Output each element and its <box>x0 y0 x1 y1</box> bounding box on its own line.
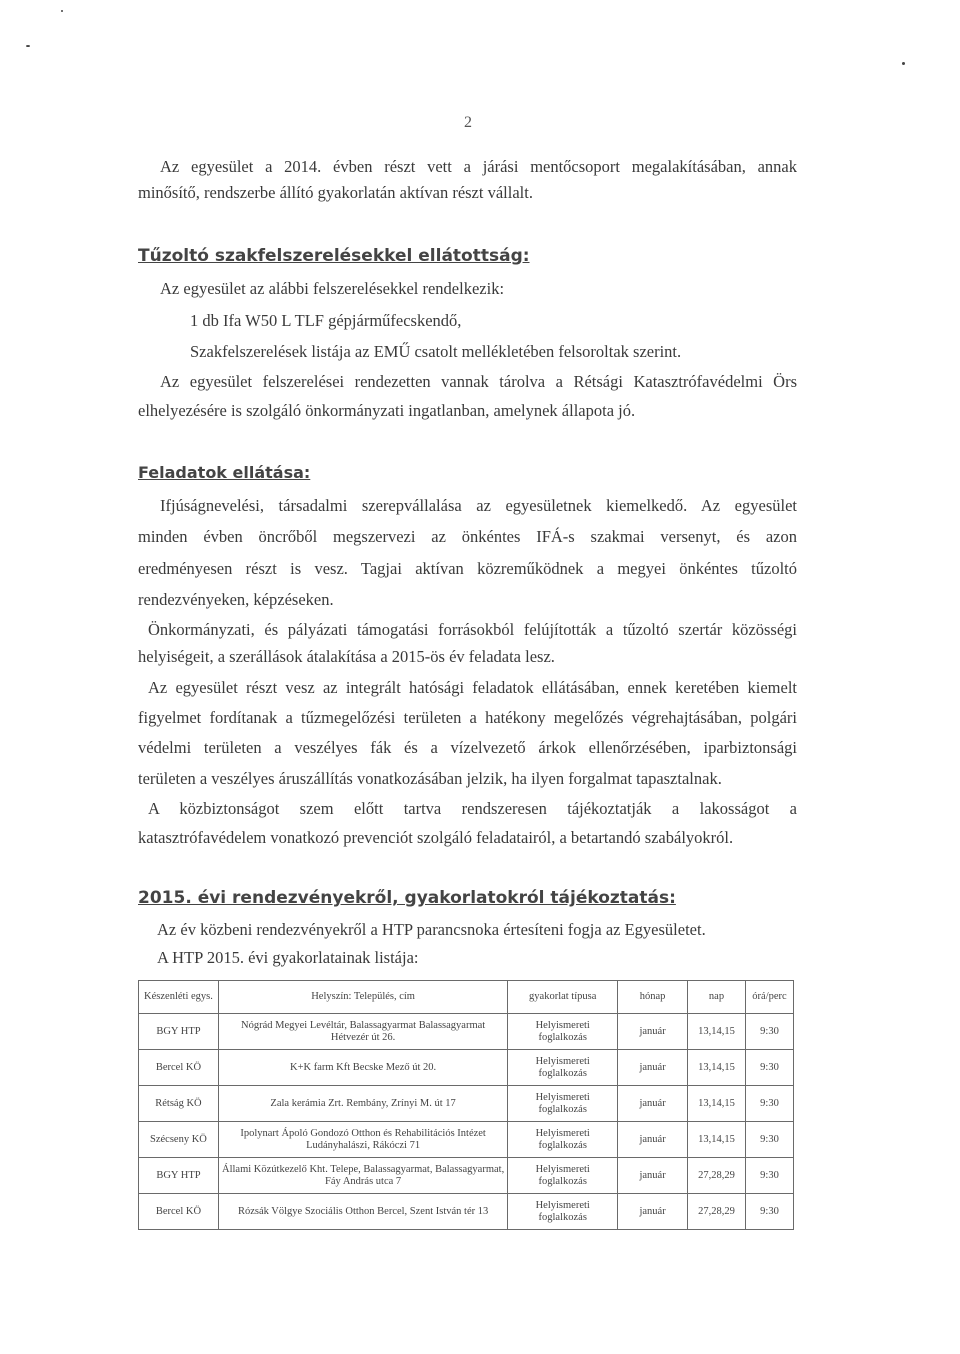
location-cell: K+K farm Kft Becske Mező út 20. <box>218 1050 507 1086</box>
tasks-line: rendezvényeken, képzéseken. <box>138 590 334 609</box>
day-cell: 13,14,15 <box>688 1086 746 1122</box>
month-cell: január <box>618 1194 688 1230</box>
table-row <box>139 1014 794 1050</box>
table-header-row <box>139 981 794 1014</box>
table-row <box>139 1158 794 1194</box>
location-cell: Zala kerámia Zrt. Rembány, Zrínyi M. út 17 <box>218 1086 507 1122</box>
header-cell-time: órá/perc <box>745 981 793 1014</box>
time-cell: 9:30 <box>745 1050 793 1086</box>
tasks-line: A közbiztonságot szem előtt tartva rendszeresen tájékoztatják a lakosságot a <box>148 799 797 818</box>
day-cell: 13,14,15 <box>688 1050 746 1086</box>
header-cell-location: Helyszín: Település, cím <box>218 981 507 1014</box>
table-row <box>139 1050 794 1086</box>
section-heading-tasks: Feladatok ellátása: <box>138 463 311 482</box>
time-cell: 9:30 <box>745 1086 793 1122</box>
intro-line: Az egyesület a 2014. évben részt vett a járási mentőcsoport megalakításában, annak <box>160 157 797 176</box>
scan-speck <box>902 62 905 65</box>
header-cell-type: gyakorlat típusa <box>508 981 618 1014</box>
unit-cell: Rétság KÖ <box>139 1086 219 1122</box>
section-heading-equipment: Tűzoltó szakfelszerelésekkel ellátottság: <box>138 246 530 266</box>
type-cell: Helyismereti foglalkozás <box>508 1122 618 1158</box>
events-line: A HTP 2015. évi gyakorlatainak listája: <box>157 948 419 967</box>
day-cell: 13,14,15 <box>688 1122 746 1158</box>
unit-cell: BGY HTP <box>139 1158 219 1194</box>
location-cell: Ipolynart Ápoló Gondozó Otthon és Rehabilitációs Intézet Ludányhalászi, Rákóczi 71 <box>218 1122 507 1158</box>
unit-cell: Bercel KÖ <box>139 1050 219 1086</box>
day-cell: 27,28,29 <box>688 1158 746 1194</box>
equipment-line: Az egyesület felszerelései rendezetten vannak tárolva a Rétsági Katasztrófavédelmi Örs <box>160 372 797 391</box>
tasks-line: területen a veszélyes áruszállítás vonatkozásában jelzik, ha ilyen forgalmat tapasztalnak. <box>138 769 722 788</box>
month-cell: január <box>618 1050 688 1086</box>
month-cell: január <box>618 1158 688 1194</box>
table-row <box>139 1122 794 1158</box>
section-heading-events: 2015. évi rendezvényekről, gyakorlatokról tájékoztatás: <box>138 888 676 908</box>
header-cell-day: nap <box>688 981 746 1014</box>
tasks-line: katasztrófavédelem vonatkozó prevenciót szolgáló feladatairól, a betartandó szabályokról. <box>138 828 734 847</box>
time-cell: 9:30 <box>745 1122 793 1158</box>
page-number: 2 <box>464 114 472 131</box>
month-cell: január <box>618 1086 688 1122</box>
table-row <box>139 1086 794 1122</box>
location-cell: Nógrád Megyei Levéltár, Balassagyarmat Balassagyarmat Hétvezér út 26. <box>218 1014 507 1050</box>
scan-speck <box>26 45 30 47</box>
equipment-line: 1 db Ifa W50 L TLF gépjárműfecskendő, <box>190 311 462 330</box>
unit-cell: BGY HTP <box>139 1014 219 1050</box>
type-cell: Helyismereti foglalkozás <box>508 1158 618 1194</box>
day-cell: 27,28,29 <box>688 1194 746 1230</box>
header-cell-month: hónap <box>618 981 688 1014</box>
type-cell: Helyismereti foglalkozás <box>508 1194 618 1230</box>
tasks-line: Az egyesület részt vesz az integrált hatósági feladatok ellátásában, ennek keretében kiemelt <box>148 678 797 697</box>
unit-cell: Bercel KÖ <box>139 1194 219 1230</box>
equipment-line: elhelyezésére is szolgáló önkormányzati ingatlanban, amelynek állapota jó. <box>138 401 636 420</box>
tasks-line: védelmi területen a veszélyes fák és a vízelvezető árkok ellenőrzésében, iparbiztonsági <box>138 738 797 757</box>
unit-cell: Szécseny KÖ <box>139 1122 219 1158</box>
type-cell: Helyismereti foglalkozás <box>508 1014 618 1050</box>
events-line: Az év közbeni rendezvényekről a HTP parancsnoka értesíteni fogja az Egyesületet. <box>157 920 706 939</box>
tasks-line: minden évben öncrőből megszervezi az önkéntes IFÁ-s szakmai versenyt, és azon <box>138 527 797 546</box>
tasks-line: figyelmet fordítanak a tűzmegelőzési területen a hatékony megelőzés végrehajtásában, polgári <box>138 708 797 727</box>
scan-speck <box>61 10 63 12</box>
location-cell: Állami Közútkezelő Kht. Telepe, Balassagyarmat, Balassagyarmat, Fáy András utca 7 <box>218 1158 507 1194</box>
exercise-table <box>138 980 794 1230</box>
tasks-line: Önkormányzati, és pályázati támogatási forrásokból felújították a tűzoltó szertár közösségi <box>148 620 797 639</box>
intro-line: minősítő, rendszerbe állító gyakorlatán aktívan részt vállalt. <box>138 183 533 202</box>
equipment-line: Szakfelszerelések listája az EMŰ csatolt mellékletében felsoroltak szerint. <box>190 342 682 361</box>
type-cell: Helyismereti foglalkozás <box>508 1086 618 1122</box>
tasks-line: eredményesen részt is vesz. Tagjai aktívan közreműködnek a megyei önkéntes tűzoltó <box>138 559 797 578</box>
day-cell: 13,14,15 <box>688 1014 746 1050</box>
time-cell: 9:30 <box>745 1194 793 1230</box>
time-cell: 9:30 <box>745 1014 793 1050</box>
type-cell: Helyismereti foglalkozás <box>508 1050 618 1086</box>
equipment-line: Az egyesület az alábbi felszerelésekkel rendelkezik: <box>160 279 505 298</box>
month-cell: január <box>618 1014 688 1050</box>
header-cell-unit: Készenléti egys. <box>139 981 219 1014</box>
tasks-line: helyiségeit, a szerállások átalakítása a 2015-ös év feladata lesz. <box>138 647 555 666</box>
tasks-line: Ifjúságnevelési, társadalmi szerepvállalása az egyesületnek kiemelkedő. Az egyesület <box>160 496 797 515</box>
location-cell: Rózsák Völgye Szociális Otthon Bercel, Szent István tér 13 <box>218 1194 507 1230</box>
month-cell: január <box>618 1122 688 1158</box>
time-cell: 9:30 <box>745 1158 793 1194</box>
table-row <box>139 1194 794 1230</box>
